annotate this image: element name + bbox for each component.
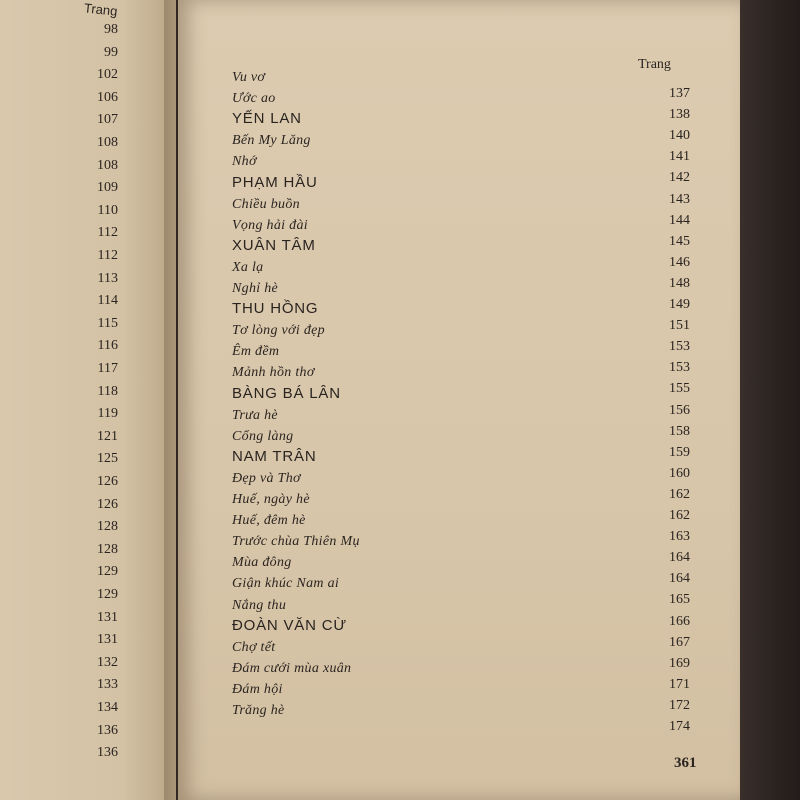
toc-author-heading: THU HỒNG [232, 300, 319, 318]
toc-page-number: 159 [669, 444, 690, 460]
left-page-number: 106 [97, 89, 118, 105]
left-page-number: 118 [97, 383, 118, 399]
left-page-number: 131 [97, 609, 118, 625]
left-page-number: 119 [97, 406, 118, 422]
toc-page-number: 149 [669, 297, 690, 312]
left-page-number: 126 [97, 496, 118, 512]
toc-page-number: 140 [669, 128, 690, 144]
left-page-number: 133 [97, 677, 118, 693]
toc-page-number: 162 [669, 486, 690, 502]
toc-page-number: 155 [669, 381, 690, 397]
toc-page-number: 141 [669, 149, 690, 165]
toc-page-number: 143 [669, 191, 690, 207]
toc-page-number: 167 [669, 634, 690, 650]
toc-page-number: 162 [669, 508, 690, 523]
left-page-number: 129 [97, 587, 118, 602]
left-page-number: 129 [97, 564, 118, 580]
toc-poem-title: Nghỉ hè [232, 281, 279, 296]
toc-page-number: 144 [669, 212, 690, 228]
toc-poem-title: Vu vơ [232, 70, 266, 85]
toc-poem-title: Chợ tết [232, 639, 276, 655]
toc-page-number: 164 [669, 571, 690, 587]
left-page-number: 126 [97, 474, 118, 489]
toc-author-heading: XUÂN TÂM [232, 236, 316, 254]
toc-poem-title: Mảnh hồn thơ [232, 365, 315, 381]
left-page-number: 109 [97, 180, 118, 196]
toc-page-number: 148 [669, 275, 690, 291]
toc-author-heading: PHẠM HẦU [232, 173, 318, 191]
toc-page-number: 156 [669, 402, 690, 418]
toc-poem-title: Nhớ [232, 154, 257, 170]
page-number: 361 [674, 755, 697, 771]
toc-page-number: 163 [669, 529, 690, 545]
left-page-number: 110 [97, 202, 118, 218]
table-background [735, 0, 800, 800]
left-page-number: 116 [97, 338, 118, 354]
left-page-number: 117 [97, 361, 118, 376]
toc-poem-title: Tơ lòng với đẹp [232, 323, 325, 339]
toc-page-number: 165 [669, 592, 690, 608]
left-page-number: 113 [97, 270, 118, 286]
toc-page-number: 169 [669, 655, 690, 671]
toc-poem-title: Trưa hè [232, 407, 278, 423]
toc-page-number: 151 [669, 318, 690, 334]
toc-page-number: 153 [669, 339, 690, 355]
left-page-number: 107 [97, 112, 118, 128]
toc-page-number: 160 [669, 465, 690, 481]
toc-page-number: 174 [669, 719, 690, 734]
left-page-header: Trang [83, 0, 119, 19]
toc-author-heading: ĐOÀN VĂN CỪ [232, 616, 347, 634]
toc-page-number: 172 [669, 697, 690, 713]
toc-poem-title: Huế, đêm hè [232, 513, 306, 529]
toc-page-number: 145 [669, 233, 690, 249]
left-page-number: 136 [97, 722, 118, 738]
toc-poem-title: Bến My Lăng [232, 133, 311, 149]
toc-poem-title: Vọng hải đài [232, 217, 308, 233]
toc-poem-title: Cổng làng [232, 428, 294, 444]
left-page-number: 99 [104, 44, 118, 60]
toc-author-heading: BÀNG BÁ LÂN [232, 384, 341, 402]
left-page-number: 98 [104, 22, 118, 37]
toc-page-number: 171 [669, 676, 690, 692]
left-page-number: 108 [97, 157, 118, 173]
right-page-header: Trang [638, 57, 671, 72]
left-page-number: 112 [97, 248, 118, 263]
left-page-number: 134 [97, 700, 118, 715]
left-page-number: 125 [97, 451, 118, 467]
left-page-number: 128 [97, 541, 118, 557]
toc-page-number: 146 [669, 254, 690, 270]
toc-poem-title: Trước chùa Thiên Mụ [232, 534, 360, 550]
toc-page-number: 164 [669, 550, 690, 566]
left-page-number: 114 [97, 293, 118, 309]
left-page-number: 136 [97, 745, 118, 761]
toc-poem-title: Chiều buồn [232, 196, 300, 212]
left-page-number: 128 [97, 519, 118, 535]
left-page-number: 131 [97, 632, 118, 648]
toc-poem-title: Ước ao [232, 91, 276, 107]
toc-poem-title: Xa lạ [232, 259, 264, 275]
toc-poem-title: Nắng thu [232, 597, 287, 613]
toc-page-number: 153 [669, 360, 690, 376]
left-page-number: 108 [97, 135, 118, 150]
toc-page-number: 138 [669, 107, 690, 123]
toc-poem-title: Êm đềm [232, 344, 280, 360]
toc-poem-title: Huế, ngày hè [232, 492, 310, 507]
toc-poem-title: Đẹp và Thơ [232, 470, 301, 486]
toc-poem-title: Mùa đông [232, 555, 292, 571]
left-page-number: 112 [97, 225, 118, 241]
toc-author-heading: YẾN LAN [232, 110, 302, 128]
left-page-number: 121 [97, 428, 118, 444]
toc-poem-title: Đám hội [232, 681, 283, 697]
toc-page-number: 166 [669, 613, 690, 629]
toc-author-heading: NAM TRÂN [232, 447, 317, 465]
toc-page-number: 142 [669, 170, 690, 186]
toc-poem-title: Trăng hè [232, 703, 285, 718]
left-page-number: 115 [97, 315, 118, 331]
toc-page-number: 158 [669, 423, 690, 439]
left-page-number: 102 [97, 67, 118, 83]
toc-page-number: 137 [669, 86, 690, 101]
toc-poem-title: Giận khúc Nam ai [232, 576, 340, 592]
toc-poem-title: Đám cưới mùa xuân [232, 660, 352, 676]
left-page-number: 132 [97, 654, 118, 670]
